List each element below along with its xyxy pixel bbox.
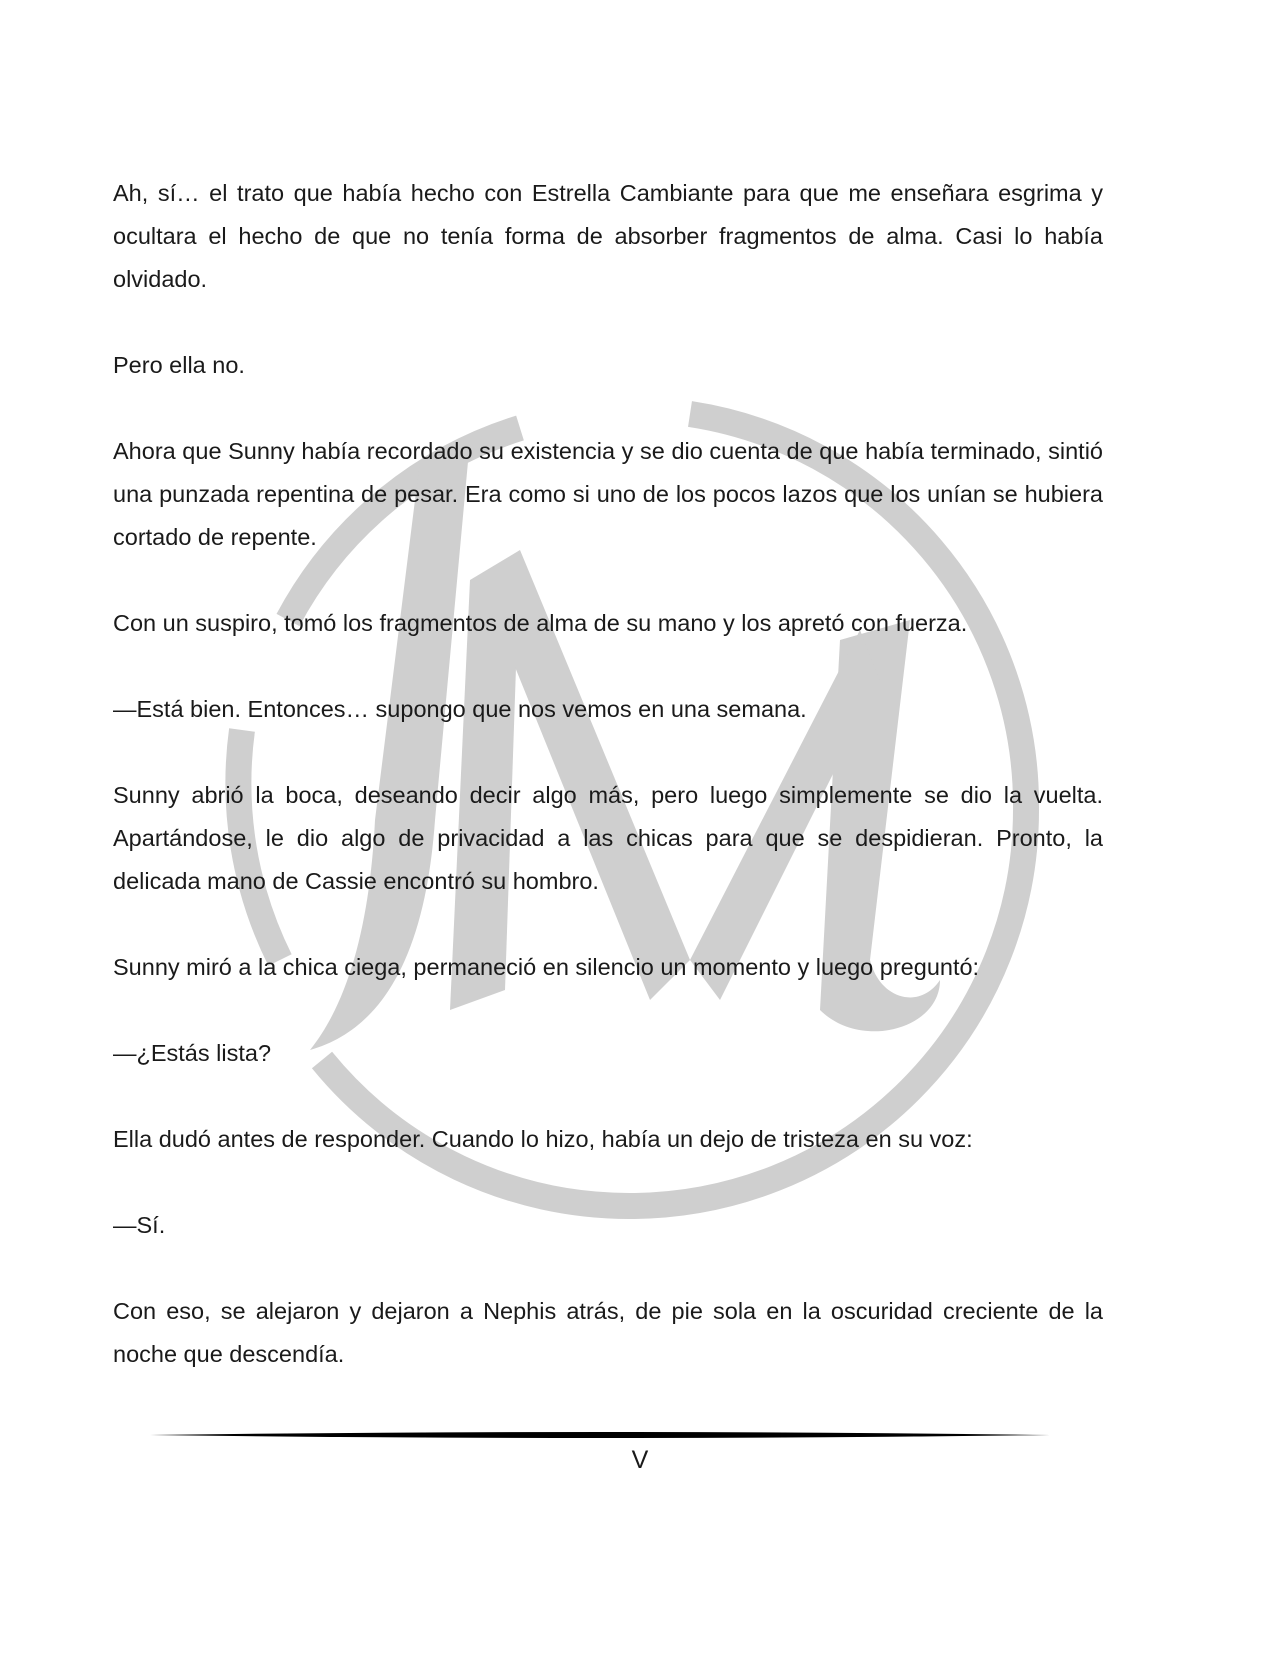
paragraph: —Sí. bbox=[113, 1212, 166, 1238]
paragraph: Ah, sí… el trato que había hecho con Estrella Cambiante para que me enseñara esgrima y ocultara el hecho de que no tenía forma de absorber fragmentos de alma. Casi lo había olvidado. bbox=[113, 180, 1103, 292]
paragraph: Ella dudó antes de responder. Cuando lo hizo, había un dejo de tristeza en su voz: bbox=[113, 1126, 973, 1152]
paragraph: Con eso, se alejaron y dejaron a Nephis atrás, de pie sola en la oscuridad creciente de la noche que descendía. bbox=[113, 1298, 1103, 1367]
footer-divider bbox=[150, 1430, 1050, 1440]
document-body bbox=[113, 172, 1103, 1419]
paragraph: Ahora que Sunny había recordado su existencia y se dio cuenta de que había terminado, sintió una punzada repentina de pesar. Era como si uno de los pocos lazos que los unían se hubiera cortado de repente. bbox=[113, 438, 1103, 550]
paragraph: Con un suspiro, tomó los fragmentos de alma de su mano y los apretó con fuerza. bbox=[113, 610, 968, 636]
page-number: V bbox=[631, 1446, 649, 1474]
paragraph: —Está bien. Entonces… supongo que nos vemos en una semana. bbox=[113, 696, 807, 722]
paragraph: Sunny miró a la chica ciega, permaneció en silencio un momento y luego preguntó: bbox=[113, 954, 980, 980]
paragraph: Pero ella no. bbox=[113, 352, 245, 378]
paragraph: —¿Estás lista? bbox=[113, 1040, 272, 1066]
paragraph: Sunny abrió la boca, deseando decir algo más, pero luego simplemente se dio la vuelta. Apartándose, le dio algo de privacidad a las chicas para que se despidieran. Pronto, la delicada mano de Cassie encontró su hombro. bbox=[113, 782, 1103, 894]
